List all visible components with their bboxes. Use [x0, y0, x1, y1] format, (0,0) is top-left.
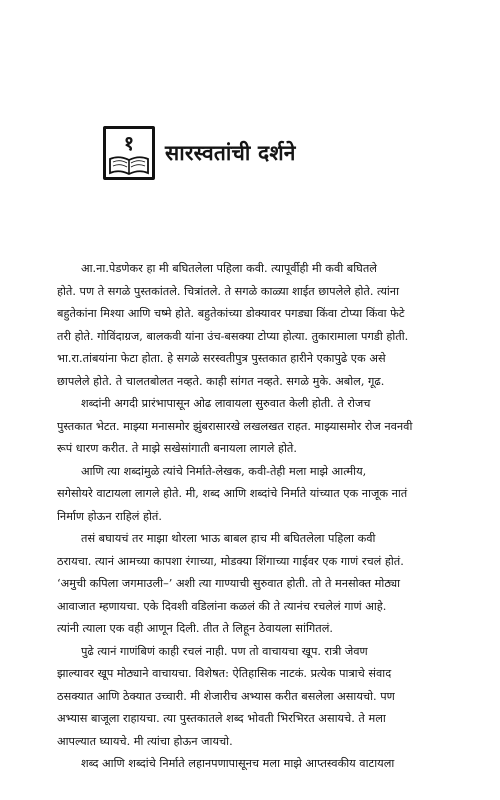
- text-line: शब्दांनी अगदी प्रारंभापासून ओढ लावायला सुरुवात केली होती. ते रोजच: [81, 397, 371, 410]
- text-line: भा.रा.तांबयांना फेटा होता. हे सगळे सरस्वतीपुत्र पुस्तकात हारीने एकापुढे एक असे: [57, 352, 386, 365]
- text-line: आ.ना.पेडणेकर हा मी बघितलेला पहिला कवी. त्यापूर्वीही मी कवी बघितले: [81, 262, 377, 275]
- text-line: पुस्तकात भेटत. माझ्या मनासमोर झुंबरासारखे लखलखत राहत. माझ्यासमोर रोज नवनवी: [57, 419, 413, 433]
- paragraph: [57, 258, 457, 461]
- text-line: अभ्यास बाजूला राहायचा. त्या पुस्तकातले शब्द भोवती भिरभिरत असायचे. ते मला: [57, 712, 386, 725]
- text-line: आवाजात म्हणायचा. एके दिवशी वडिलांना कळलं की ते त्यानंच रचलेलं गाणं आहे.: [57, 599, 387, 613]
- chapter-title: सारस्वतांची दर्शने: [165, 141, 296, 165]
- text-line: सगेसोयरे वाटायला लागले होते. मी, शब्द आणि शब्दांचे निर्माते यांच्यात एक नाजूक नातं: [57, 487, 408, 500]
- text-line: तसं बघायचं तर माझा थोरला भाऊ बाबल हाच मी बघितलेला पहिला कवी: [81, 532, 376, 545]
- text-line: झाल्यावर खूप मोठ्याने वाचायचा. विशेषत: ऐतिहासिक नाटकं. प्रत्येक पात्राचे संवाद: [57, 667, 392, 680]
- chapter-header: [103, 126, 296, 180]
- text-line: पुढे त्यानं गाणंबिणं काही रचलं नाही. पण तो वाचायचा खूप. रात्री जेवण: [81, 644, 368, 658]
- text-line: आणि त्या शब्दांमुळे त्यांचे निर्माते-लेखक, कवी-तेही मला माझे आत्मीय,: [81, 464, 367, 478]
- text-line: आपल्यात घ्यायचे. मी त्यांचा होऊन जायचो.: [57, 734, 233, 748]
- text-line: ‘अमुची कपिला जगमाउली–’ अशी त्या गाण्याची सुरुवात होती. तो ते मनसोक्त मोठ्या: [57, 577, 401, 590]
- text-line: होते. पण ते सगळे पुस्तकांतले. चित्रांतले. ते सगळे काळ्या शाईत छापलेले होते. त्यांना: [57, 284, 399, 298]
- chapter-number-badge: [103, 126, 155, 180]
- text-line: शब्द आणि शब्दांचे निर्माते लहानपणापासूनच मला माझे आप्तस्वकीय वाटायला: [81, 757, 395, 770]
- text-line: त्यांनी त्याला एक वही आणून दिली. तीत ते लिहून ठेवायला सांगितलं.: [57, 622, 333, 635]
- text-line: ठसक्यात आणि ठेक्यात उच्चारी. मी शेजारीच अभ्यास करीत बसलेला असायचो. पण: [57, 689, 395, 703]
- text-line: ठरायचा. त्यानं आमच्या कापशा रंगाच्या, मोडक्या शिंगाच्या गाईवर एक गाणं रचलं होतं.: [57, 554, 404, 568]
- text-line: बहुतेकांना मिश्या आणि चष्मे होते. बहुतेकांच्या डोक्यावर पगड्या किंवा टोप्या किंवा फेटे: [57, 307, 405, 320]
- paragraph: [57, 753, 457, 776]
- text-line: निर्माण होऊन राहिलं होतं.: [57, 509, 162, 523]
- chapter-number: १: [123, 131, 135, 155]
- text-line: छापलेले होते. ते चालतबोलत नव्हते. काही सांगत नव्हते. सगळे मुके. अबोल, गूढ.: [57, 374, 385, 388]
- paragraph: [57, 528, 457, 641]
- body-text: [57, 258, 457, 776]
- paragraph: [57, 461, 457, 529]
- paragraph: [57, 641, 457, 754]
- text-line: तरी होते. गोविंदाग्रज, बालकवी यांना उंच-बसक्या टोप्या होत्या. तुकारामाला पगडी होती.: [57, 329, 409, 343]
- text-line: रूपं धारण करीत. ते माझे सखेसांगाती बनायला लागले होते.: [57, 442, 297, 455]
